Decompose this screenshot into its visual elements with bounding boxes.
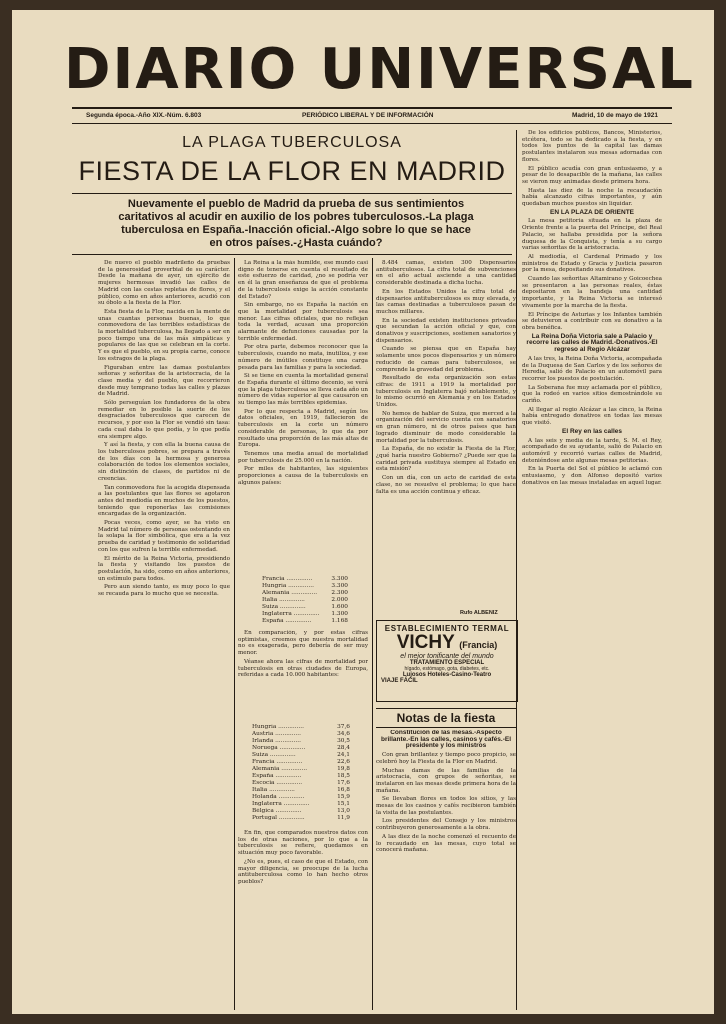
table-row	[262, 590, 348, 597]
paragraph: El Príncipe de Asturias y los Infantes también se detuvieron a contribuir con su donativo a la obra benéfica.	[522, 311, 662, 331]
paragraph: A las seis y media de la tarde, S. M. el Rey, acompañado de su ayudante, salió de Palacio en automóvil y recorrió varias calles de Madrid, deteniéndose ante algunas mesas petitorias.	[522, 437, 662, 464]
table-row	[252, 787, 350, 794]
country-cell: Francia ..............	[252, 759, 303, 765]
country-cell: Portugal ..............	[252, 815, 305, 821]
paragraph: La Reina a la más humilde, ese mundo casi digno de tenerse en cuenta el resultado de este esfuerzo de caridad, ¿no se podría ver en él la gran enseñanza de que el problema de la tuberculosis exige la acción constante del Estado?	[238, 260, 368, 300]
article-deck: Nuevamente el pueblo de Madrid da prueba de sus sentimientos caritativos al acudir en auxilio de los pobres tuberculosos.-La plaga tuberculosa en España.-Inacción oficial.-Algo sobre lo que se hace en otros países.-¿Hasta cuándo?	[118, 198, 474, 249]
notes-column	[376, 730, 516, 1006]
paragraph: Muchas damas de las familias de la aristocracia, con grupos de señoritas, se instalaron en las mesas desde primera hora de la mañana.	[376, 767, 516, 794]
paragraph: Cuando las señoritas Altamirano y Goicoechea se presentaron a las personas reales, éstas depositaron en la bandeja una cantidad importante, y la Reina Victoria se interesó vivamente por la marcha de la fiesta.	[522, 276, 662, 309]
paragraph: Resultado de esta organización son estas cifras: de 1911 a 1919 la mortalidad por tuberculosis en Inglaterra bajó notablemente, y lo mismo ocurrió en Alemania y en los Estados Unidos.	[376, 375, 516, 409]
paragraph: ¿No es, pues, el caso de que el Estado, con mayor diligencia, se preocupe de la lucha antituberculosa como lo han hecho otros pueblos?	[238, 858, 368, 885]
paragraph: 8.484 camas, existen 300 Dispensarios antituberculosos. La cifra total de subvenciones en el año actual asciende a una cantidad considerable destinada a dicha lucha.	[376, 260, 516, 287]
masthead-title: DIARIO UNIVERSAL	[64, 37, 695, 102]
value-cell: 34,6	[337, 731, 350, 737]
table-row	[252, 780, 350, 787]
table-row	[262, 597, 348, 604]
paragraph: Hasta las diez de la noche la recaudación había alcanzado cifras importantes, y aún quedaban muchos puestos sin liquidar.	[522, 187, 662, 208]
ad-tagline: el mejor tonificante del mundo	[400, 653, 494, 660]
paragraph: La mesa petitoria situada en la plaza de Oriente frente a la puerta del Príncipe, del Real Palacio, se hallaba presidida por la señora duquesa de la Conquista, y tenía a su cargo varias señoritas de la aristocracia.	[522, 218, 662, 252]
vichy-advertisement	[376, 620, 518, 702]
country-cell: España ..............	[252, 773, 302, 779]
value-cell: 3.300	[331, 583, 348, 589]
country-cell: Inglaterra ..............	[262, 611, 320, 617]
paragraph: No hemos de hablar de Suiza, que merced a la organización del servicio cuenta con sanatorios en gran número, ni de otros países que han logrado disminuir de modo considerable la mortalidad por la tuberculosis.	[376, 410, 516, 444]
paragraph: Y así la fiesta, y con ella la buena causa de los tuberculosos pobres, se prepara a través de los días con la hermosa y generosa colaboración de todos los elementos sociales, sin distinción de clases, de partidos ni de creencias.	[98, 442, 230, 482]
deck-rule	[72, 254, 512, 255]
value-cell: 19,8	[337, 766, 350, 772]
paragraph: Si se tiene en cuenta la mortalidad general de España durante el último decenio, se verá que la plaga tuberculosa se lleva cada año un número de vidas superior al que causaron en su tiempo las más terribles epidemias.	[238, 373, 368, 407]
paragraph: Véanse ahora las cifras de mortalidad por tuberculosis en otras ciudades de Europa, referidas a cada 10.000 habitantes:	[238, 658, 368, 679]
article-column-3	[376, 260, 516, 610]
value-cell: 37,6	[337, 724, 350, 730]
paragraph: En comparación, y por estas cifras optimistas, creemos que nuestra mortalidad no es exagerada, pero debería de ser muy menor.	[238, 630, 368, 657]
ad-brand: VICHY	[396, 632, 455, 653]
value-cell: 30,5	[337, 738, 350, 744]
ad-heading: ESTABLECIMIENTO TERMAL	[384, 624, 510, 633]
paragraph: La Soberana fue muy aclamada por el público, que la rodeó en varios sitios demostrándole su cariño.	[522, 384, 662, 405]
paragraph: Pocas veces, como ayer, se ha visto en Madrid tal número de personas ostentando en la solapa la flor simbólica, que era a la vez prueba de caridad y testimonio de solidaridad con los que sufren la terrible enfermedad.	[98, 520, 230, 553]
date: Madrid, 10 de mayo de 1921	[572, 112, 658, 119]
value-cell: 1.600	[331, 604, 348, 610]
table-row	[252, 759, 350, 766]
value-cell: 18,5	[337, 773, 350, 779]
country-cell: Escocia ..............	[252, 780, 303, 786]
table-row	[262, 604, 348, 611]
paragraph: En la sociedad existen instituciones privadas que secundan la acción oficial y que, con donativos y suscripciones, sostienen sanatorios y dispensarios.	[376, 317, 516, 344]
table-row	[262, 618, 348, 625]
value-cell: 3.300	[331, 576, 348, 582]
column-divider	[234, 258, 235, 1010]
table-row	[252, 724, 350, 731]
notes-heading: Notas de la fiesta	[376, 708, 516, 728]
article-column-4	[522, 130, 662, 1006]
paragraph: En la Puerta del Sol el público le aclamó con entusiasmo, y don Alfonso depositó varios donativos en las mesas instaladas en aquel lugar.	[522, 466, 662, 486]
country-cell: Austria ..............	[252, 731, 301, 737]
table-row	[252, 752, 350, 759]
paragraph: Con gran brillantez y tiempo poco propicio, se celebró hoy la Fiesta de la Flor en Madrid.	[376, 752, 516, 765]
table-row	[252, 808, 350, 815]
country-cell: Italia ..............	[262, 597, 305, 603]
value-cell: 2.000	[331, 597, 348, 603]
value-cell: 15,1	[337, 801, 350, 807]
country-cell: Francia ..............	[262, 576, 313, 582]
country-cell: Holanda ..............	[252, 794, 305, 800]
paragraph: De los edificios públicos, Bancos, Ministerios, etcétera, todo se ha dedicado a la fiesta, y en todos los puntos de la capital las damas postulantes instalaron sus mesas adornadas con flores.	[522, 130, 662, 163]
country-cell: Hungría ..............	[262, 583, 314, 589]
article-column-1	[98, 260, 230, 1006]
table-row	[252, 766, 350, 773]
country-cell: Inglaterra ..............	[252, 801, 310, 807]
paragraph: Sin embargo, no es España la nación en que la mortalidad por tuberculosis sea menor. Las cifras oficiales, que no reflejan toda la verdad, acusan una proporción alarmante de defunciones causadas por la terrible enfermedad.	[238, 302, 368, 342]
article-column-2-middle	[238, 630, 368, 720]
table-row	[262, 576, 348, 583]
paragraph: Los presidentes del Consejo y los ministros contribuyeron generosamente a la obra.	[376, 818, 516, 832]
country-cell: Bélgica ..............	[252, 808, 302, 814]
table-row	[252, 745, 350, 752]
country-cell: Noruega ..............	[252, 745, 306, 751]
value-cell: 16,8	[337, 787, 350, 793]
paragraph: Por otra parte, debemos reconocer que la tuberculosis, cuando no mata, inutiliza, y ese número de inútiles constituye una carga pesada para las familias y para la sociedad.	[238, 344, 368, 371]
ad-treatment: TRATAMIENTO ESPECIAL	[409, 660, 485, 666]
newspaper-page	[12, 10, 714, 1014]
paragraph: De nuevo el pueblo madrileño da pruebas de la generosidad proverbial de su carácter. Desde la mañana de ayer, un ejército de mujeres hermosas invadió las calles de Madrid con las cestas repletas de flores, y el público, como en años anteriores, acudió con su óbolo a la fiesta de la Flor.	[98, 260, 230, 307]
value-cell: 24,1	[337, 752, 350, 758]
ad-travel: VIAJE FÁCIL	[381, 678, 418, 684]
value-cell: 17,6	[337, 780, 350, 786]
country-cell: España ..............	[262, 618, 312, 624]
paragraph: Con un día, con un acto de caridad de esta clase, no se resuelve el problema; lo que hace falta es una acción continua y eficaz.	[376, 475, 516, 495]
value-cell: 15,9	[337, 794, 350, 800]
article-headline: FIESTA DE LA FLOR EN MADRID	[78, 156, 506, 186]
country-cell: Suiza ..............	[252, 752, 296, 758]
value-cell: 11,9	[337, 815, 350, 821]
value-cell: 28,4	[337, 745, 350, 751]
table-row	[262, 611, 348, 618]
paragraph: A las tres, la Reina Doña Victoria, acompañada de la Duquesa de San Carlos y de los señores de Heredia, salió de Palacio en un automóvil para recorrer los puestos de postulación.	[522, 355, 662, 382]
country-cell: Irlanda ..............	[252, 738, 301, 744]
notes-subheading: Constitución de las mesas.-Aspecto brillante.-En las calles, casinos y cafés.-El presidente y los ministros	[380, 730, 512, 750]
section-subheading: EN LA PLAZA DE ORIENTE	[549, 208, 635, 216]
paragraph: Se llevaban flores en todos los sitios, y las mesas de los casinos y cafés recibieron también la visita de las postulantes.	[376, 796, 516, 816]
paragraph: Al llegar al regio Alcázar a las cinco, la Reina había entregado donativos en todas las mesas que visitó.	[522, 406, 662, 427]
paragraph: La España, de no existir la Fiesta de la Flor, ¿qué haría nuestro Gobierno? ¿Puede ser que la caridad privada sustituya siempre al Estado en esta misión?	[376, 446, 516, 473]
column-divider	[516, 130, 517, 1010]
article-kicker: LA PLAGA TUBERCULOSA	[182, 134, 402, 151]
paragraph: Tenemos una media anual de mortalidad por tuberculosis de 25.000 en la nación.	[238, 450, 368, 464]
mortality-table-countries	[262, 576, 348, 625]
paragraph: Sólo perseguían los fundadores de la obra remediar en lo posible la suerte de los desgraciados tuberculosos que carecen de recursos, y por eso la Flor se vendió sin tasa: cada cual daba lo que podía, y lo que podía era siempre algo.	[98, 400, 230, 440]
table-row	[262, 583, 348, 590]
headline-rule	[72, 193, 512, 194]
value-cell: 13,0	[337, 808, 350, 814]
tagline: PERIÓDICO LIBERAL Y DE INFORMACIÓN	[302, 112, 434, 119]
value-cell: 1.168	[331, 618, 348, 624]
paragraph: El mérito de la Reina Victoria, presidiendo la fiesta y visitando los puestos de postulación, ha sido, como en años anteriores, un estímulo para todos.	[98, 555, 230, 582]
author-signature: Rufo ALBENIZ	[460, 610, 498, 616]
section-subheading: La Reina Doña Victoria sale a Palacio y recorre las calles de Madrid.-Donativos.-El regreso al Regio Alcázar	[526, 332, 658, 354]
table-row	[252, 738, 350, 745]
ad-brand-suffix: (Francia)	[459, 640, 498, 650]
paragraph: Pero aun siendo tanto, es muy poco lo que se recauda para lo mucho que se necesita.	[98, 584, 230, 598]
table-row	[252, 794, 350, 801]
value-cell: 22,6	[337, 759, 350, 765]
paragraph: Por miles de habitantes, las siguientes proporciones a causa de la tuberculosis en algunos países:	[238, 466, 368, 486]
country-cell: Hungría ..............	[252, 724, 304, 730]
paragraph: Figuraban entre las damas postulantes señoras y señoritas de la aristocracia, de la clase media y del pueblo, que recorrieron desde muy temprano todas las calles y plazas de Madrid.	[98, 364, 230, 398]
article-column-2-bottom	[238, 830, 368, 1006]
paragraph: Al mediodía, el Cardenal Primado y los ministros de Estado y Gracia y Justicia pasaron por la mesa, depositando sus donativos.	[522, 253, 662, 274]
paragraph: Tan conmovedora fue la acogida dispensada a las postulantes que las flores se agotaron antes del mediodía en muchos de los puestos, teniendo que reponerlas las comisiones encargadas de la organización.	[98, 484, 230, 518]
country-cell: Alemania ..............	[262, 590, 318, 596]
paragraph: A las diez de la noche comenzó el recuento de lo recaudado en las mesas, cuyo total se conocerá mañana.	[376, 833, 516, 854]
country-cell: Alemania ..............	[252, 766, 308, 772]
table-row	[252, 815, 350, 822]
paragraph: El público acudía con gran entusiasmo, y a pesar de lo desapacible de la mañana, las calles se vieron muy animadas desde primera hora.	[522, 165, 662, 185]
issue-info: Segunda época.-Año XIX.-Núm. 6.803	[86, 112, 202, 119]
paragraph: Por lo que respecta a Madrid, según los datos oficiales, en 1919, fallecieron de tuberculosis en la corte un número considerable de personas, lo que da por resultado una proporción de las más altas de Europa.	[238, 408, 368, 449]
ad-hotels: Lujosos Hoteles-Casino-Teatro	[402, 672, 492, 678]
country-cell: Italia ..............	[252, 787, 295, 793]
paragraph: Esta fiesta de la Flor, nacida en la mente de unas cuantas personas buenas, lo que conmovedora de las terribles estadísticas de la mortalidad tuberculosa, ha llegado a ser en poco tiempo una de las más simpáticas y populares de las que se celebran en la corte. Y es que el pueblo, en su propia carne, conoce los estragos de la plaga.	[98, 308, 230, 362]
value-cell: 1.300	[331, 611, 348, 617]
table-row	[252, 731, 350, 738]
ad-ailments: hígado, estómago, gota, diabetes, etc.	[404, 666, 490, 672]
paragraph: En los Estados Unidos la cifra total de dispensarios antituberculosos es muy elevada, y las camas destinadas a tuberculosos pasan de muchos millares.	[376, 288, 516, 315]
mortality-table-cities	[252, 724, 350, 822]
info-bar	[72, 107, 672, 124]
value-cell: 2.300	[331, 590, 348, 596]
paragraph: En fin, que comparados nuestros datos con los de otras naciones, por lo que a la tuberculosis se refiere, quedamos en situación muy poco favorable.	[238, 830, 368, 857]
paragraph: Cuando se piensa que en España hay solamente unos pocos dispensarios y un número reducido de camas para tuberculosos, se comprende la gravedad del problema.	[376, 346, 516, 373]
column-divider	[372, 258, 373, 1010]
table-row	[252, 801, 350, 808]
country-cell: Suiza ..............	[262, 604, 306, 610]
table-row	[252, 773, 350, 780]
article-column-2	[238, 260, 368, 590]
section-subheading: El Rey en las calles	[562, 427, 622, 435]
